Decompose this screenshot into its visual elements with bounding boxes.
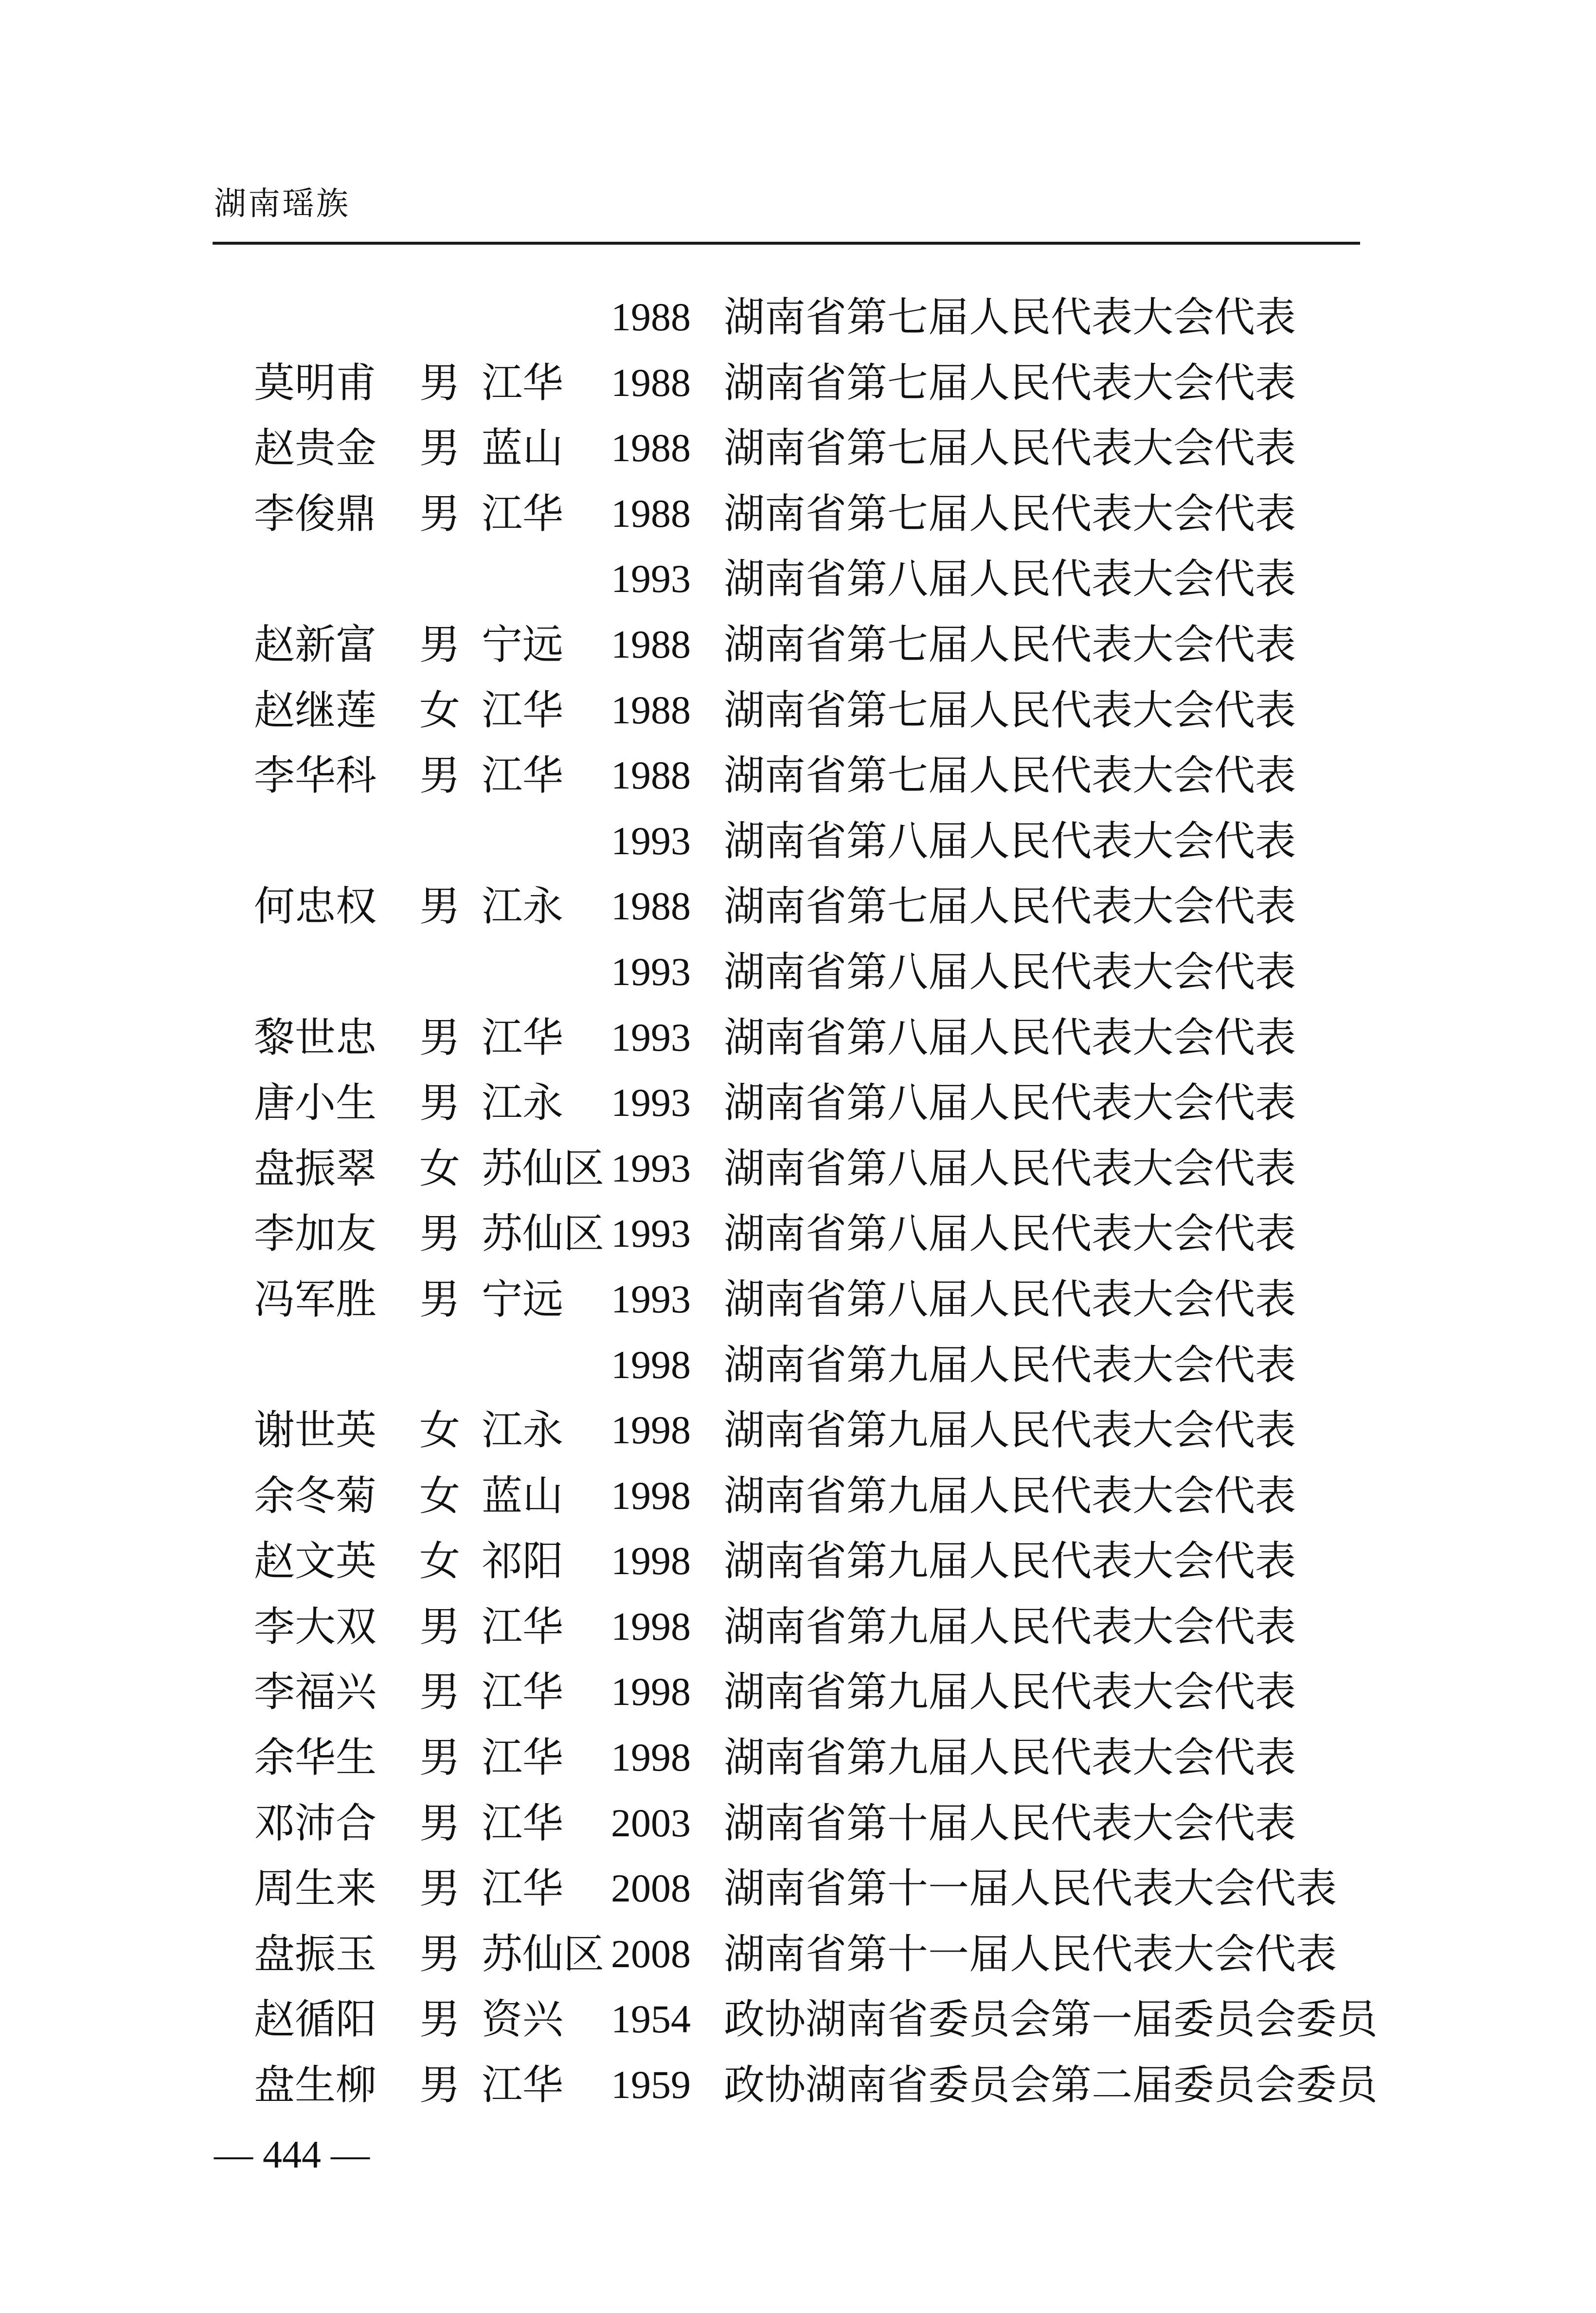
place: 江华 [482, 489, 564, 538]
place: 江华 [482, 1668, 564, 1716]
list-item [0, 1725, 1596, 1791]
list-item [0, 1267, 1596, 1332]
position-title: 政协湖南省委员会第二届委员会委员 [724, 2061, 1378, 2109]
sex: 男 [419, 882, 461, 931]
list-item [0, 678, 1596, 743]
list-item [0, 939, 1596, 1005]
person-name: 盘振玉 [254, 1930, 377, 1978]
sex: 男 [419, 752, 461, 800]
place: 宁远 [482, 1275, 564, 1323]
position-title: 湖南省第七届人民代表大会代表 [724, 620, 1296, 668]
place: 资兴 [482, 1995, 564, 2044]
person-name: 李华科 [254, 752, 377, 800]
place: 蓝山 [482, 1471, 564, 1520]
sex: 男 [419, 1079, 461, 1127]
running-header: 湖南瑶族 [214, 185, 350, 222]
year: 1988 [611, 295, 691, 339]
position-title: 湖南省第八届人民代表大会代表 [724, 1210, 1296, 1258]
sex: 男 [419, 1799, 461, 1847]
place: 江永 [482, 1406, 564, 1454]
list-item [0, 1791, 1596, 1856]
list-item [0, 874, 1596, 939]
person-name: 何忠权 [254, 882, 377, 931]
year: 2008 [611, 1931, 691, 1976]
place: 江华 [482, 1602, 564, 1650]
list-item [0, 546, 1596, 612]
sex: 男 [419, 1734, 461, 1782]
position-title: 湖南省第九届人民代表大会代表 [724, 1341, 1296, 1389]
sex: 男 [419, 620, 461, 668]
year: 1988 [611, 884, 691, 929]
sex: 女 [419, 686, 461, 734]
year: 1988 [611, 360, 691, 405]
year: 1988 [611, 622, 691, 666]
person-name: 李加友 [254, 1210, 377, 1258]
place: 江华 [482, 686, 564, 734]
place: 苏仙区 [482, 1930, 605, 1978]
list-item [0, 1921, 1596, 1987]
place: 宁远 [482, 620, 564, 668]
year: 1993 [611, 1080, 691, 1125]
list-item [0, 1005, 1596, 1071]
year: 1993 [611, 1276, 691, 1321]
person-name: 赵新富 [254, 620, 377, 668]
position-title: 湖南省第九届人民代表大会代表 [724, 1734, 1296, 1782]
position-title: 湖南省第八届人民代表大会代表 [724, 1275, 1296, 1323]
position-title: 湖南省第九届人民代表大会代表 [724, 1406, 1296, 1454]
position-title: 湖南省第七届人民代表大会代表 [724, 293, 1296, 341]
sex: 男 [419, 1275, 461, 1323]
person-name: 黎世忠 [254, 1013, 377, 1061]
person-name: 邓沛合 [254, 1799, 377, 1847]
position-title: 湖南省第九届人民代表大会代表 [724, 1602, 1296, 1650]
year: 1988 [611, 426, 691, 470]
list-item [0, 1659, 1596, 1725]
list-item [0, 1070, 1596, 1136]
year: 1998 [611, 1408, 691, 1452]
sex: 男 [419, 1602, 461, 1650]
position-title: 湖南省第十一届人民代表大会代表 [724, 1930, 1337, 1978]
year: 2008 [611, 1866, 691, 1911]
person-name: 赵文英 [254, 1537, 377, 1585]
year: 1954 [611, 1997, 691, 2042]
person-name: 周生来 [254, 1865, 377, 1913]
person-name: 盘振翠 [254, 1144, 377, 1192]
list-item [0, 612, 1596, 678]
place: 江永 [482, 882, 564, 931]
list-item [0, 2052, 1596, 2118]
position-title: 湖南省第九届人民代表大会代表 [724, 1668, 1296, 1716]
position-title: 湖南省第八届人民代表大会代表 [724, 1144, 1296, 1192]
position-title: 湖南省第九届人民代表大会代表 [724, 1537, 1296, 1585]
person-name: 赵贵金 [254, 424, 377, 472]
sex: 女 [419, 1144, 461, 1192]
person-name: 谢世英 [254, 1406, 377, 1454]
list-item [0, 1332, 1596, 1398]
year: 1993 [611, 1015, 691, 1059]
year: 1998 [611, 1735, 691, 1780]
position-title: 政协湖南省委员会第一届委员会委员 [724, 1995, 1378, 2044]
position-title: 湖南省第八届人民代表大会代表 [724, 1013, 1296, 1061]
person-name: 李俊鼎 [254, 489, 377, 538]
sex: 女 [419, 1406, 461, 1454]
list-item [0, 285, 1596, 350]
year: 1998 [611, 1604, 691, 1649]
sex: 男 [419, 1668, 461, 1716]
place: 江华 [482, 359, 564, 407]
position-title: 湖南省第九届人民代表大会代表 [724, 1471, 1296, 1520]
place: 江华 [482, 752, 564, 800]
representative-list [0, 285, 1596, 2118]
person-name: 莫明甫 [254, 359, 377, 407]
sex: 男 [419, 1210, 461, 1258]
place: 江华 [482, 1865, 564, 1913]
year: 1993 [611, 1211, 691, 1256]
sex: 女 [419, 1537, 461, 1585]
place: 祁阳 [482, 1537, 564, 1585]
position-title: 湖南省第七届人民代表大会代表 [724, 424, 1296, 472]
list-item [0, 415, 1596, 481]
list-item [0, 1594, 1596, 1660]
position-title: 湖南省第八届人民代表大会代表 [724, 555, 1296, 603]
list-item [0, 1201, 1596, 1267]
list-item [0, 481, 1596, 547]
place: 江华 [482, 1013, 564, 1061]
list-item [0, 1987, 1596, 2052]
position-title: 湖南省第七届人民代表大会代表 [724, 686, 1296, 734]
year: 1988 [611, 753, 691, 798]
person-name: 赵循阳 [254, 1995, 377, 2044]
place: 苏仙区 [482, 1210, 605, 1258]
person-name: 盘生柳 [254, 2061, 377, 2109]
position-title: 湖南省第七届人民代表大会代表 [724, 752, 1296, 800]
year: 1988 [611, 687, 691, 732]
list-item [0, 1398, 1596, 1463]
page-number: — 444 — [214, 2134, 370, 2176]
position-title: 湖南省第七届人民代表大会代表 [724, 489, 1296, 538]
year: 1998 [611, 1669, 691, 1714]
list-item [0, 743, 1596, 808]
position-title: 湖南省第八届人民代表大会代表 [724, 817, 1296, 865]
position-title: 湖南省第七届人民代表大会代表 [724, 882, 1296, 931]
person-name: 冯军胜 [254, 1275, 377, 1323]
header-rule [213, 242, 1360, 245]
person-name: 余冬菊 [254, 1471, 377, 1520]
person-name: 李福兴 [254, 1668, 377, 1716]
year: 1988 [611, 491, 691, 536]
list-item [0, 350, 1596, 416]
year: 1993 [611, 556, 691, 601]
list-item [0, 1856, 1596, 1921]
position-title: 湖南省第十一届人民代表大会代表 [724, 1865, 1337, 1913]
sex: 男 [419, 359, 461, 407]
list-item [0, 1528, 1596, 1594]
place: 江华 [482, 1734, 564, 1782]
year: 1993 [611, 949, 691, 994]
position-title: 湖南省第十届人民代表大会代表 [724, 1799, 1296, 1847]
place: 江永 [482, 1079, 564, 1127]
year: 1993 [611, 818, 691, 863]
position-title: 湖南省第八届人民代表大会代表 [724, 1079, 1296, 1127]
list-item [0, 1463, 1596, 1529]
year: 1993 [611, 1146, 691, 1190]
list-item [0, 1136, 1596, 1201]
year: 1959 [611, 2062, 691, 2107]
year: 1998 [611, 1473, 691, 1518]
place: 蓝山 [482, 424, 564, 472]
sex: 男 [419, 1865, 461, 1913]
sex: 男 [419, 1930, 461, 1978]
year: 1998 [611, 1342, 691, 1387]
sex: 女 [419, 1471, 461, 1520]
year: 1998 [611, 1539, 691, 1583]
place: 江华 [482, 1799, 564, 1847]
person-name: 唐小生 [254, 1079, 377, 1127]
person-name: 李大双 [254, 1602, 377, 1650]
place: 苏仙区 [482, 1144, 605, 1192]
position-title: 湖南省第八届人民代表大会代表 [724, 948, 1296, 996]
person-name: 余华生 [254, 1734, 377, 1782]
place: 江华 [482, 2061, 564, 2109]
sex: 男 [419, 1013, 461, 1061]
position-title: 湖南省第七届人民代表大会代表 [724, 359, 1296, 407]
person-name: 赵继莲 [254, 686, 377, 734]
sex: 男 [419, 489, 461, 538]
sex: 男 [419, 424, 461, 472]
sex: 男 [419, 2061, 461, 2109]
list-item [0, 808, 1596, 874]
year: 2003 [611, 1800, 691, 1845]
sex: 男 [419, 1995, 461, 2044]
